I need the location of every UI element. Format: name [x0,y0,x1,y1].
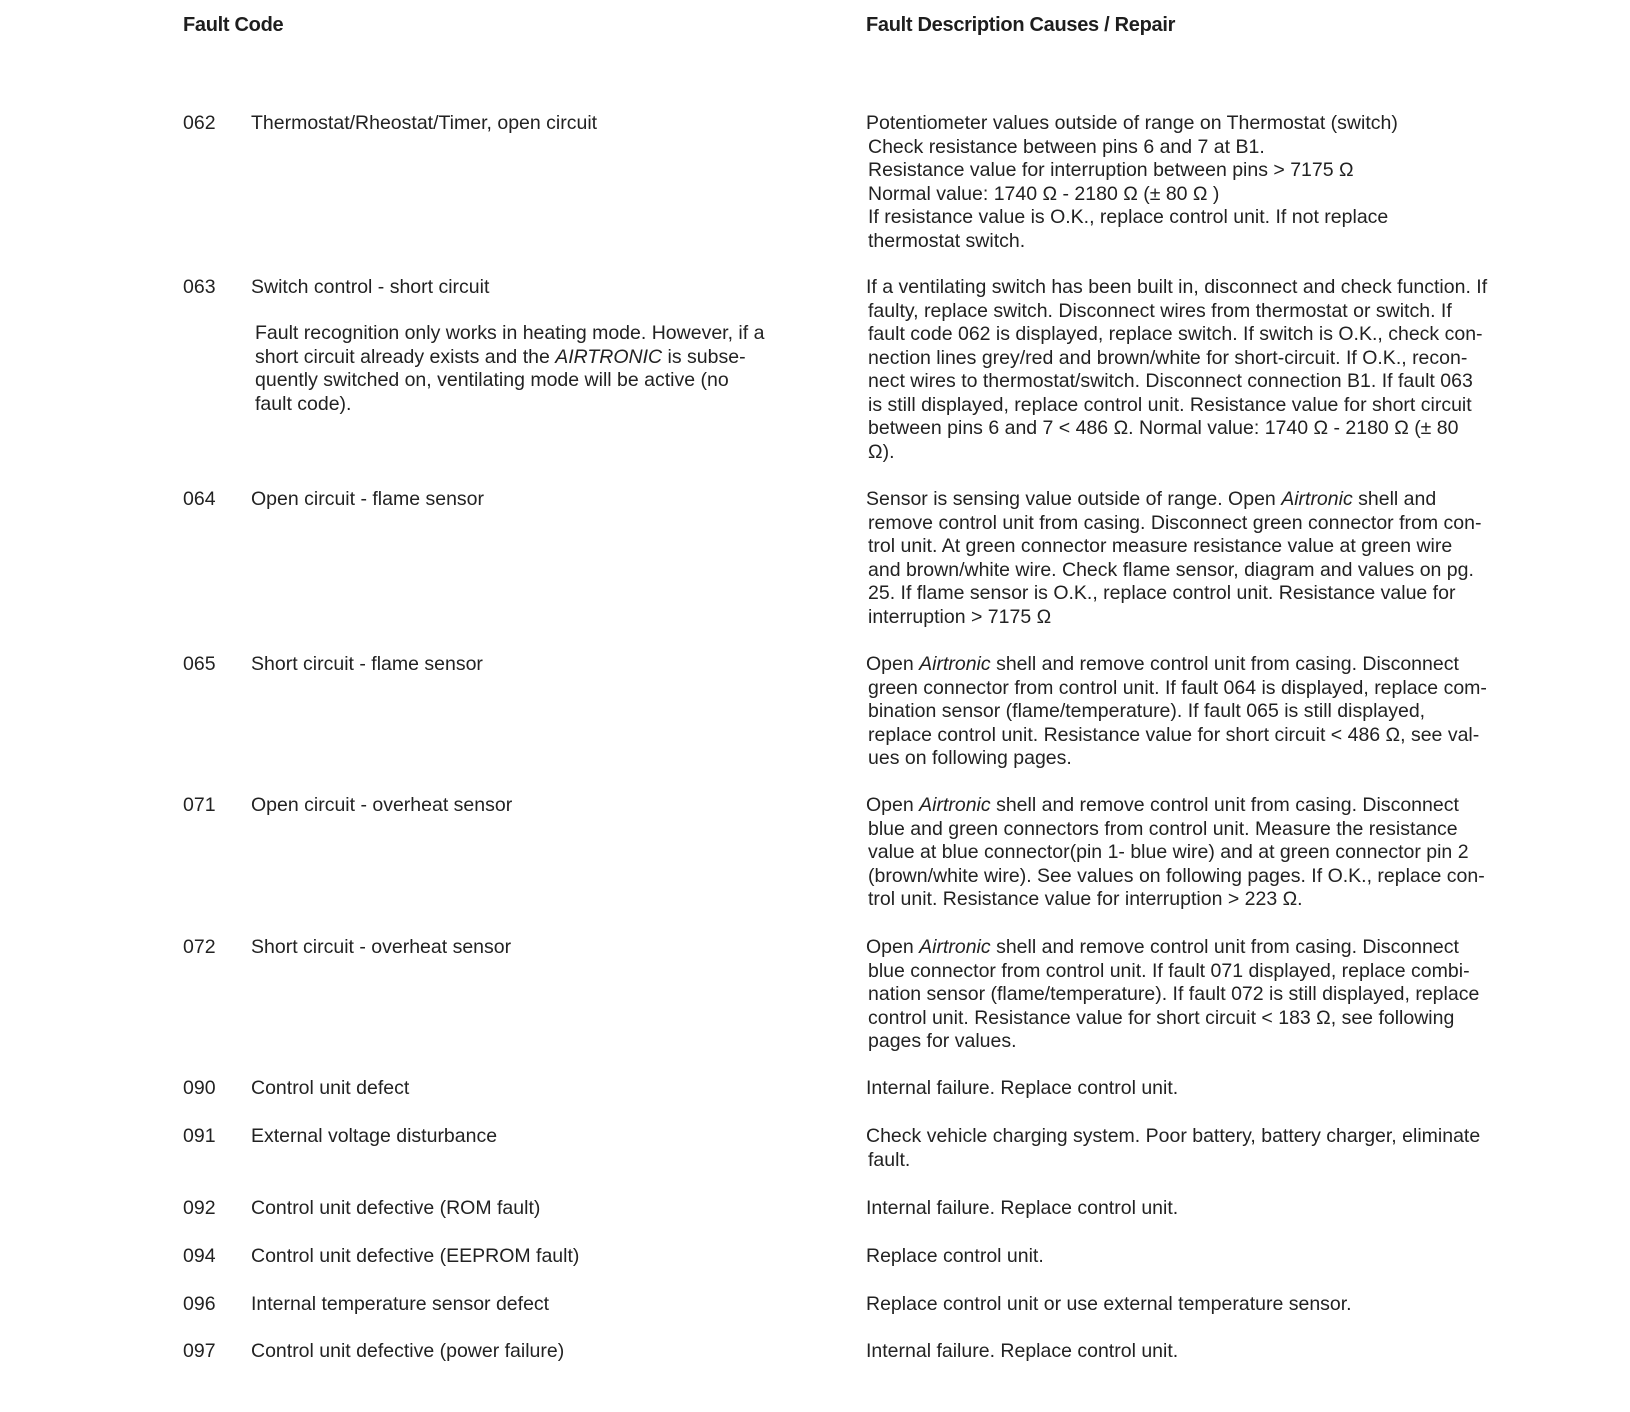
fault-title: Thermostat/Rheostat/Timer, open circuit [251,112,598,134]
description-line [866,1030,1506,1054]
note-line [255,322,775,346]
description-line [866,700,1506,724]
description-line: between pins 6 and 7 < 486 Ω. Normal value: 1740 Ω - 2180 Ω (± 80 [868,417,1459,439]
description-text: green connector from control unit. If fault 064 is displayed, replace com- [868,676,1487,699]
product-name: Airtronic [919,936,991,958]
description-text: pages for values. [868,1030,1017,1052]
description-line [866,582,1506,606]
fault-description [866,488,1506,629]
description-text: blue and green connectors from control unit. Measure the resistance [868,817,1458,840]
fault-title: Control unit defective (EEPROM fault) [251,1245,580,1267]
note-line [255,346,775,370]
fault-title: Short circuit - overheat sensor [251,936,512,958]
fault-code: 094 [183,1245,216,1267]
fault-description [866,653,1506,771]
fault-description [866,1197,1506,1221]
description-line [866,606,1506,630]
product-name: Airtronic [919,794,991,816]
note-text: short circuit already exists and the [255,345,556,368]
description-line: faulty, replace switch. Disconnect wires from thermostat or switch. If [868,299,1452,322]
description-text: (brown/white wire). See values on following pages. If O.K., replace con- [868,864,1485,887]
description-text: shell and remove control unit from casing. Disconnect [990,794,1459,816]
description-text: bination sensor (flame/temperature). If fault 065 is still displayed, [868,700,1426,722]
description-text: shell and [1352,488,1437,510]
description-line [866,818,1506,842]
fault-description [866,936,1506,1054]
description-text: Sensor is sensing value outside of range. Open [866,488,1282,510]
description-line [866,1007,1506,1031]
description-line [866,936,1506,960]
fault-title: Open circuit - overheat sensor [251,794,513,816]
fault-description [866,1245,1506,1269]
description-text: replace control unit. Resistance value for short circuit < 486 Ω, see val- [868,723,1480,746]
description-line: thermostat switch. [868,229,1026,252]
description-line: Ω). [868,440,895,463]
fault-title: Open circuit - flame sensor [251,488,485,510]
description-line [866,960,1506,984]
fault-code: 062 [183,112,216,134]
description-text: trol unit. At green connector measure resistance value at green wire [868,535,1453,557]
description-text: interruption > 7175 Ω [868,605,1052,628]
description-line [866,677,1506,701]
description-text: trol unit. Resistance value for interruption > 223 Ω. [868,888,1303,910]
description-line [866,888,1506,912]
description-line: Replace control unit or use external temperature sensor. [866,1293,1352,1315]
fault-note [255,322,775,416]
description-line [866,512,1506,536]
description-line: If a ventilating switch has been built in, disconnect and check function. If [866,276,1488,298]
fault-title: Control unit defect [251,1077,410,1099]
description-line: If resistance value is O.K., replace control unit. If not replace [868,206,1389,228]
description-text: shell and remove control unit from casing. Disconnect [990,653,1459,675]
description-line [866,724,1506,748]
fault-code-header: Fault Code [183,14,284,36]
fault-code: 063 [183,276,216,298]
description-text: control unit. Resistance value for short circuit < 183 Ω, see following [868,1006,1455,1029]
fault-description [866,276,1506,464]
note-line [255,369,775,393]
fault-description [866,1293,1506,1317]
description-text: 25. If flame sensor is O.K., replace control unit. Resistance value for [868,582,1456,604]
fault-description [866,1077,1506,1101]
description-line: Internal failure. Replace control unit. [866,1340,1179,1362]
description-text: nation sensor (flame/temperature). If fault 072 is still displayed, replace [868,983,1480,1005]
fault-description-header: Fault Description Causes / Repair [866,14,1176,36]
description-line: fault code 062 is displayed, replace switch. If switch is O.K., check con- [868,323,1483,345]
fault-description [866,112,1506,253]
description-line: nection lines grey/red and brown/white for short-circuit. If O.K., recon- [868,346,1468,369]
note-text: Fault recognition only works in heating mode. However, if a [255,322,765,344]
description-line: Replace control unit. [866,1245,1044,1267]
fault-title: Switch control - short circuit [251,276,490,298]
description-line [866,841,1506,865]
fault-title: Control unit defective (ROM fault) [251,1197,541,1219]
description-line: Resistance value for interruption between pins > 7175 Ω [868,159,1354,181]
note-text: is subse- [662,345,746,368]
description-line [866,559,1506,583]
description-line: Normal value: 1740 Ω - 2180 Ω (± 80 Ω ) [868,182,1220,205]
description-line [866,983,1506,1007]
product-name: Airtronic [1281,488,1353,510]
fault-code: 065 [183,653,216,675]
description-line: Internal failure. Replace control unit. [866,1077,1179,1099]
note-line [255,393,775,417]
fault-code: 071 [183,794,216,816]
fault-title: Internal temperature sensor defect [251,1293,550,1315]
product-name: Airtronic [919,653,991,675]
description-text: value at blue connector(pin 1- blue wire) and at green connector pin 2 [868,841,1469,863]
description-text: remove control unit from casing. Disconnect green connector from con- [868,511,1482,534]
fault-code: 091 [183,1125,216,1147]
note-text: quently switched on, ventilating mode will be active (no [255,369,729,391]
fault-title: External voltage disturbance [251,1125,498,1147]
description-text: shell and remove control unit from casing. Disconnect [990,936,1459,958]
description-text: Open [866,653,920,675]
fault-description [866,1125,1506,1172]
description-line: is still displayed, replace control unit. Resistance value for short circuit [868,393,1472,416]
fault-description [866,1340,1506,1364]
description-line [866,747,1506,771]
description-line [866,794,1506,818]
description-text: Open [866,794,920,816]
fault-description [866,794,1506,912]
description-line [866,653,1506,677]
description-line [866,535,1506,559]
description-line: Potentiometer values outside of range on Thermostat (switch) [866,112,1398,134]
note-text: fault code). [255,392,352,415]
fault-code: 097 [183,1340,216,1362]
fault-code: 090 [183,1077,216,1099]
description-line: Internal failure. Replace control unit. [866,1197,1179,1219]
fault-code: 096 [183,1293,216,1315]
description-text: ues on following pages. [868,747,1072,769]
fault-title: Short circuit - flame sensor [251,653,483,675]
description-line: nect wires to thermostat/switch. Disconnect connection B1. If fault 063 [868,370,1473,392]
fault-title: Control unit defective (power failure) [251,1340,565,1362]
fault-code: 092 [183,1197,216,1219]
fault-code: 072 [183,936,216,958]
description-line: Check resistance between pins 6 and 7 at B1. [868,135,1265,158]
description-line [866,865,1506,889]
product-name: AIRTRONIC [555,345,663,368]
description-text: Open [866,936,920,958]
description-line [866,488,1506,512]
description-line: Check vehicle charging system. Poor battery, battery charger, eliminate [866,1125,1481,1147]
description-line: fault. [868,1148,911,1171]
fault-code: 064 [183,488,216,510]
description-text: blue connector from control unit. If fault 071 displayed, replace combi- [868,959,1470,982]
description-text: and brown/white wire. Check flame sensor, diagram and values on pg. [868,558,1474,581]
